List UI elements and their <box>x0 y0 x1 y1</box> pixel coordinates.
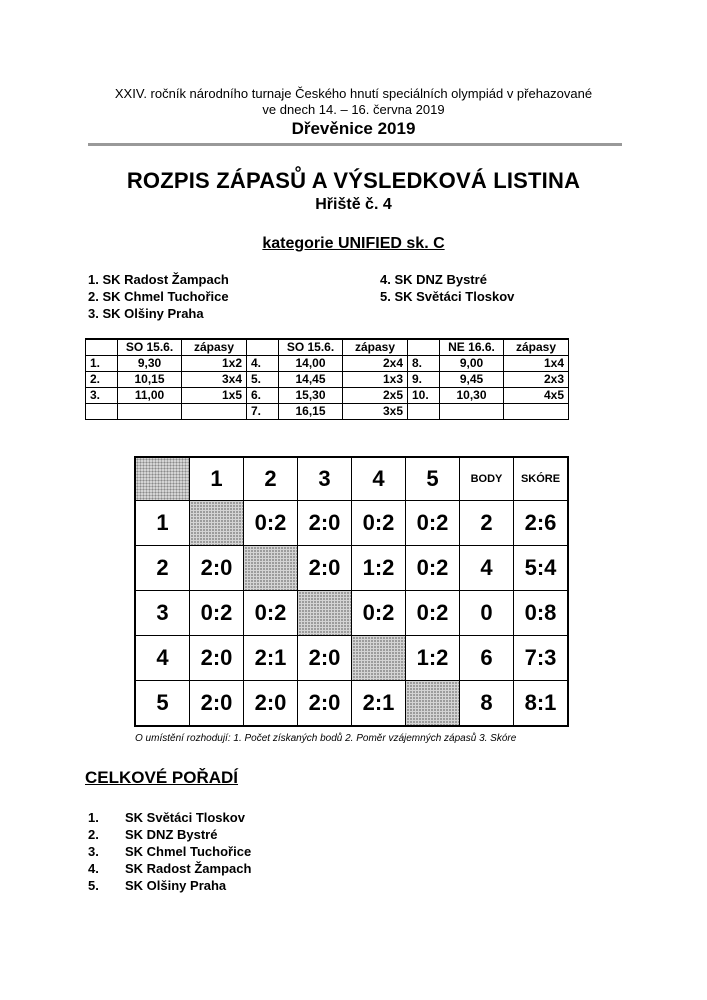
match-pairing: 3x5 <box>343 404 408 420</box>
result-cell: 2:0 <box>190 636 244 681</box>
column-team-number: 4 <box>352 457 406 501</box>
ranking-rules-note: O umístění rozhodují: 1. Počet získaných bodů 2. Poměr vzájemných zápasů 3. Skóre <box>135 733 517 744</box>
schedule-day-header: SO 15.6. <box>279 339 343 356</box>
result-cell: 0:2 <box>352 591 406 636</box>
match-time: 9,30 <box>118 356 182 372</box>
row-team-number: 3 <box>135 591 190 636</box>
match-number: 6. <box>247 388 279 404</box>
score-cell: 8:1 <box>514 681 569 727</box>
ranking-team: SK Chmel Tuchořice <box>125 844 252 859</box>
match-time: 15,30 <box>279 388 343 404</box>
match-pairing <box>182 404 247 420</box>
result-cell: 0:2 <box>352 501 406 546</box>
row-team-number: 2 <box>135 546 190 591</box>
match-number: 4. <box>247 356 279 372</box>
points-cell: 2 <box>460 501 514 546</box>
schedule-header-row <box>86 339 569 356</box>
score-cell: 7:3 <box>514 636 569 681</box>
ranking-item <box>88 809 251 826</box>
header-venue: Dřevěnice 2019 <box>291 119 416 138</box>
match-time: 14,00 <box>279 356 343 372</box>
results-row <box>135 591 568 636</box>
match-time: 14,45 <box>279 372 343 388</box>
match-time <box>118 404 182 420</box>
match-number <box>408 404 440 420</box>
ranking-position: 4. <box>88 861 99 876</box>
ranking-item <box>88 826 251 843</box>
points-cell: 4 <box>460 546 514 591</box>
column-team-number: 1 <box>190 457 244 501</box>
schedule-cell <box>408 339 440 356</box>
result-cell: 2:0 <box>190 681 244 727</box>
match-pairing: 4x5 <box>504 388 569 404</box>
ranking-position: 1. <box>88 810 99 825</box>
overall-ranking-heading: CELKOVÉ POŘADÍ <box>85 768 239 787</box>
ranking-position: 5. <box>88 878 99 893</box>
match-number: 1. <box>86 356 118 372</box>
ranking-team: SK Světáci Tloskov <box>125 810 245 825</box>
result-cell: 2:0 <box>298 681 352 727</box>
overall-ranking-list <box>88 809 251 894</box>
results-row <box>135 501 568 546</box>
result-cell: 1:2 <box>406 636 460 681</box>
score-cell: 5:4 <box>514 546 569 591</box>
corner-cell <box>135 457 190 501</box>
results-row <box>135 681 568 727</box>
result-cell: 0:2 <box>244 591 298 636</box>
diagonal-cell <box>352 636 406 681</box>
match-number: 10. <box>408 388 440 404</box>
match-number: 3. <box>86 388 118 404</box>
column-skore-header: SKÓRE <box>514 457 569 501</box>
match-time: 10,15 <box>118 372 182 388</box>
column-team-number: 3 <box>298 457 352 501</box>
ranking-item <box>88 843 251 860</box>
result-cell: 1:2 <box>352 546 406 591</box>
match-pairing: 2x4 <box>343 356 408 372</box>
match-time <box>440 404 504 420</box>
results-row <box>135 546 568 591</box>
result-cell: 2:0 <box>298 501 352 546</box>
column-body-header: BODY <box>460 457 514 501</box>
team-entry: 3. SK Olšiny Praha <box>88 306 204 321</box>
match-number <box>86 404 118 420</box>
result-cell: 0:2 <box>406 591 460 636</box>
page-subtitle: Hřiště č. 4 <box>315 196 392 213</box>
header-line-2: ve dnech 14. – 16. června 2019 <box>262 102 445 117</box>
match-pairing: 3x4 <box>182 372 247 388</box>
result-cell: 0:2 <box>406 501 460 546</box>
result-cell: 2:0 <box>298 636 352 681</box>
result-cell: 2:0 <box>244 681 298 727</box>
points-cell: 6 <box>460 636 514 681</box>
result-cell: 2:1 <box>352 681 406 727</box>
ranking-position: 2. <box>88 827 99 842</box>
results-row <box>135 636 568 681</box>
match-pairing: 1x4 <box>504 356 569 372</box>
category-heading: kategorie UNIFIED sk. C <box>262 235 445 252</box>
diagonal-cell <box>406 681 460 727</box>
diagonal-cell <box>298 591 352 636</box>
team-list-right <box>380 271 514 305</box>
schedule-row <box>86 388 569 404</box>
ranking-team: SK Radost Žampach <box>125 861 252 876</box>
schedule-day-header: NE 16.6. <box>440 339 504 356</box>
schedule-row <box>86 356 569 372</box>
result-cell: 2:0 <box>298 546 352 591</box>
results-header-row <box>135 457 568 501</box>
diagonal-cell <box>244 546 298 591</box>
match-number: 7. <box>247 404 279 420</box>
row-team-number: 4 <box>135 636 190 681</box>
schedule-cell <box>247 339 279 356</box>
team-entry: 5. SK Světáci Tloskov <box>380 289 515 304</box>
header-divider <box>88 143 622 146</box>
column-team-number: 2 <box>244 457 298 501</box>
match-pairing: 2x5 <box>343 388 408 404</box>
ranking-item <box>88 860 251 877</box>
match-time: 9,45 <box>440 372 504 388</box>
score-cell: 2:6 <box>514 501 569 546</box>
match-time: 9,00 <box>440 356 504 372</box>
team-list-left <box>88 271 229 322</box>
match-pairing: 1x2 <box>182 356 247 372</box>
ranking-position: 3. <box>88 844 99 859</box>
result-cell: 0:2 <box>406 546 460 591</box>
column-team-number: 5 <box>406 457 460 501</box>
match-time: 11,00 <box>118 388 182 404</box>
team-entry: 1. SK Radost Žampach <box>88 272 229 287</box>
result-cell: 0:2 <box>244 501 298 546</box>
points-cell: 8 <box>460 681 514 727</box>
schedule-matches-header: zápasy <box>343 339 408 356</box>
match-number: 2. <box>86 372 118 388</box>
match-pairing: 1x3 <box>343 372 408 388</box>
schedule-cell <box>86 339 118 356</box>
schedule-row <box>86 404 569 420</box>
result-cell: 2:0 <box>190 546 244 591</box>
score-cell: 0:8 <box>514 591 569 636</box>
schedule-day-header: SO 15.6. <box>118 339 182 356</box>
ranking-team: SK DNZ Bystré <box>125 827 218 842</box>
result-cell: 2:1 <box>244 636 298 681</box>
diagonal-cell <box>190 501 244 546</box>
match-number: 9. <box>408 372 440 388</box>
points-cell: 0 <box>460 591 514 636</box>
match-pairing: 1x5 <box>182 388 247 404</box>
schedule-matches-header: zápasy <box>504 339 569 356</box>
match-time: 10,30 <box>440 388 504 404</box>
row-team-number: 5 <box>135 681 190 727</box>
schedule-table <box>85 338 569 420</box>
page-title: ROZPIS ZÁPASŮ A VÝSLEDKOVÁ LISTINA <box>126 168 581 193</box>
schedule-matches-header: zápasy <box>182 339 247 356</box>
header-line-1: XXIV. ročník národního turnaje Českého hnutí speciálních olympiád v přehazované <box>114 86 593 101</box>
team-entry: 4. SK DNZ Bystré <box>380 272 487 287</box>
row-team-number: 1 <box>135 501 190 546</box>
match-number: 5. <box>247 372 279 388</box>
match-number: 8. <box>408 356 440 372</box>
ranking-team: SK Olšiny Praha <box>125 878 227 893</box>
result-cell: 0:2 <box>190 591 244 636</box>
match-time: 16,15 <box>279 404 343 420</box>
match-pairing: 2x3 <box>504 372 569 388</box>
team-entry: 2. SK Chmel Tuchořice <box>88 289 229 304</box>
ranking-item <box>88 877 251 894</box>
schedule-row <box>86 372 569 388</box>
match-pairing <box>504 404 569 420</box>
results-grid <box>134 456 569 727</box>
